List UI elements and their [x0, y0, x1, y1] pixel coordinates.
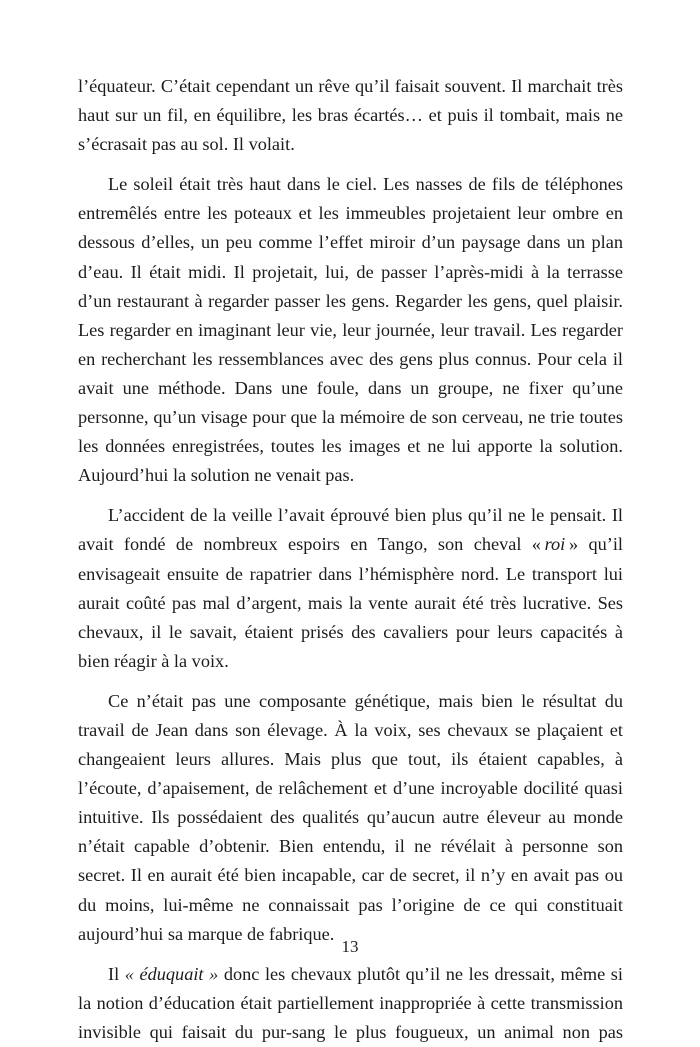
paragraph-1 — [78, 72, 623, 159]
paragraph-5-text-a: Il — [108, 963, 120, 984]
paragraph-3-text-a: L’accident de la veille l’avait éprouvé bien plus qu’il ne le pensait. Il avait fondé de nombreux espoirs en Tango, son cheval « — [78, 505, 623, 555]
paragraph-4-text: Ce n’était pas une composante génétique, mais bien le résultat du travail de Jean dans son élevage. À la voix, ses chevaux se plaçaient et changeaient leurs allures. Mais plus que tout, ils étaient capables, à l’écoute, d’apaisement, de relâchement et d’une incroyable docilité quasi intuitive. Ils possédaient des qualités qu’aucun autre éleveur au monde n’était capable d’obtenir. Bien entendu, il ne révélait à personne son secret. Il en aurait été bien incapable, car de secret, il n’y en avait pas ou du moins, lui-même ne connaissait pas l’origine de ce qui constituait aujourd’hui sa marque de fabrique. — [78, 690, 623, 944]
page-number: 13 — [341, 937, 359, 956]
paragraph-1-text: l’équateur. C’était cependant un rêve qu’il faisait souvent. Il marchait très haut sur un fil, en équilibre, les bras écartés… et puis il tombait, mais ne s’écrasait pas au sol. Il volait. — [78, 76, 623, 155]
paragraph-5-italic-eduquait: « éduquait » — [124, 963, 219, 984]
paragraph-2-text: Le soleil était très haut dans le ciel. Les nasses de fils de téléphones entremêlés entre les poteaux et les immeubles projetaient leur ombre en dessous d’elles, un peu comme l’effet miroir d’un paysage dans un plan d’eau. Il était midi. Il projetait, lui, de passer l’après-midi à la terrasse d’un restaurant à regarder passer les gens. Regarder les gens, quel plaisir. Les regarder en imaginant leur vie, leur journée, leur travail. Les regarder en recherchant les ressemblances avec des gens plus connus. Pour cela il avait une méthode. Dans une foule, dans un groupe, ne fixer qu’une personne, qu’un visage pour que la mémoire de son cerveau, ne trie toutes les données enregistrées, toutes les images et ne lui apporte la solution. Aujourd’hui la solution ne venait pas. — [78, 174, 623, 486]
paragraph-5-text-b: donc les chevaux plutôt qu’il ne les dressait, même si la notion d’éducation était partiellement inappropriée à cette transmission invisible qui faisait du pur-sang le plus fougueux, un animal non pas — [78, 963, 623, 1042]
paragraph-4 — [78, 687, 623, 949]
paragraph-2 — [78, 170, 623, 490]
paragraph-3 — [78, 501, 623, 676]
paragraph-3-text-b: » qu’il envisageait ensuite de rapatrier dans l’hémisphère nord. Le transport lui aurait coûté pas mal d’argent, mais la vente aurait été très lucrative. Ses chevaux, il le savait, étaient prisés des cavaliers pour leurs capacités à bien réagir à la voix. — [78, 534, 623, 671]
paragraph-5 — [78, 960, 623, 1047]
paragraph-3-italic-roi: roi — [544, 534, 566, 555]
page-body — [78, 72, 623, 1047]
